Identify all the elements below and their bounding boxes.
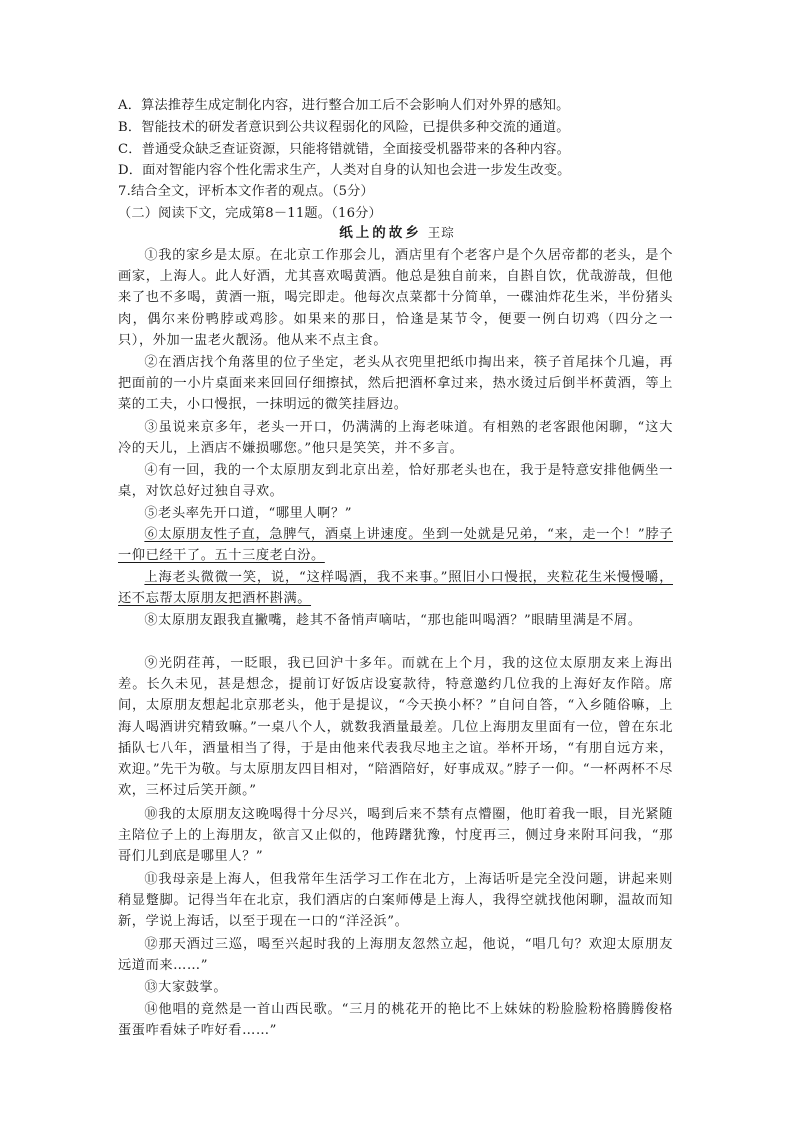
article-title bbox=[0, 223, 794, 243]
paragraph-2: ②在酒店找个角落里的位子坐定，老头从衣兜里把纸巾掏出来，筷子首尾抹个几遍，再把面前的一小片桌面来来回回仔细擦拭，然后把酒杯拿过来，热水烫过后倒半杯黄酒，等上菜的工夫，小口慢抿，一抹明远的微笑挂唇边。 bbox=[118, 355, 673, 413]
paragraph-3: ③虽说来京多年，老头一开口，仍满满的上海老味道。有相熟的老客跟他闲聊，“这大冷的天儿，上酒店不嫌损哪您。”他只是笑笑，并不多言。 bbox=[118, 420, 673, 457]
option-a: A．算法推荐生成定制化内容，进行整合加工后不会影响人们对外界的感知。 bbox=[118, 98, 570, 113]
paragraph-9: ⑨光阴荏苒，一眨眼，我已回沪十多年。而就在上个月，我的这位太原朋友来上海出差。长久未见，甚是想念，提前订好饭店设宴款待，特意邀约几位我的上海好友作陪。席间，太原朋友想起北京那老头，他于是提议，“今天换小杯？”自问自答，“入乡随俗嘛，上海人喝酒讲究精致嘛。”一桌八个人，就数我酒量最差。几位上海朋友里面有一位，曾在东北插队七八年，酒量相当了得，于是由他来代表我尽地主之谊。举杯开场，“有朋自远方来，欢迎。”先干为敬。与太原朋友四目相对，“陪酒陪好，好事成双。”脖子一仰。“一杯两杯不尽欢，三杯过后笑开颜。” bbox=[118, 656, 673, 799]
question-7: 7.结合全文，评析本文作者的观点。（5分） bbox=[118, 184, 374, 199]
article-title-text: 纸上的故乡 bbox=[339, 225, 422, 241]
paragraph-12: ⑫那天酒过三巡，喝至兴起时我的上海朋友忽然立起，他说，“唱几句？欢迎太原朋友远道而来……” bbox=[118, 937, 673, 974]
paragraph-14: ⑭他唱的竟然是一首山西民歌。“三月的桃花开的艳比不上妹妹的粉脸脸粉格腾腾俊格蛋蛋咋看妹子咋好看……” bbox=[118, 1002, 673, 1039]
article-author: 王琮 bbox=[427, 225, 455, 240]
option-b: B．智能技术的研发者意识到公共议程弱化的风险，已提供多种交流的通道。 bbox=[118, 120, 570, 135]
section-heading: （二）阅读下文，完成第8－11题。（16分） bbox=[118, 206, 382, 221]
paragraph-1: ①我的家乡是太原。在北京工作那会儿，酒店里有个老客户是个久居帝都的老头，是个画家，上海人。此人好酒，尤其喜欢喝黄酒。他总是独自前来，自斟自饮，优哉游哉，但他来了也不多喝，黄酒一瓶，喝完即走。他每次点菜都十分简单，一碟油炸花生米，半份猪头肉，偶尔来份鸭脖或鸡胗。如果来的那日，恰逢是某节令，便要一例白切鸡（四分之一只），外加一盅老火靓汤。他从来不点主食。 bbox=[118, 248, 673, 348]
option-c: C．普通受众缺乏查证资源，只能将错就错，全面接受机器带来的各种内容。 bbox=[118, 142, 571, 157]
paragraph-13: ⑬大家鼓掌。 bbox=[144, 980, 228, 995]
option-d: D．面对智能内容个性化需求生产，人类对自身的认知也会进一步发生改变。 bbox=[118, 163, 571, 178]
paragraph-11: ⑪我母亲是上海人，但我常年生活学习工作在北方，上海话听是完全没问题，讲起来则稍显蹩脚。记得当年在北京，我们酒店的白案师傅是上海人，我得空就找他闲聊，温故而知新，学说上海话，以至于现在一口的“洋泾浜”。 bbox=[118, 872, 673, 930]
paragraph-5: ⑤老头率先开口道，“哪里人啊？” bbox=[144, 506, 353, 521]
paragraph-6-underlined: ⑥太原朋友性子直，急脾气，酒桌上讲速度。坐到一处就是兄弟，“来，走一个！”脖子一仰已经干了。五十三度老白汾。 bbox=[118, 527, 673, 564]
paragraph-8: ⑧太原朋友跟我直撇嘴，趁其不备悄声嘀咕，“那也能叫喝酒？”眼睛里满是不屑。 bbox=[144, 613, 642, 628]
paragraph-7-underlined: 上海老头微微一笑，说，“这样喝酒，我不来事。”照旧小口慢抿，夹粒花生米慢慢嚼，还不忘帮太原朋友把酒杯斟满。 bbox=[118, 570, 673, 607]
paragraph-10: ⑩我的太原朋友这晚喝得十分尽兴，喝到后来不禁有点懵圈，他盯着我一眼，目光紧随主陪位子上的上海朋友，欲言又止似的，他踌躇犹豫，忖度再三，侧过身来附耳问我，“那哥们儿到底是哪里人？” bbox=[118, 807, 673, 865]
paragraph-4: ④有一回，我的一个太原朋友到北京出差，恰好那老头也在，我于是特意安排他俩坐一桌，对饮总好过独自寻欢。 bbox=[118, 463, 673, 500]
